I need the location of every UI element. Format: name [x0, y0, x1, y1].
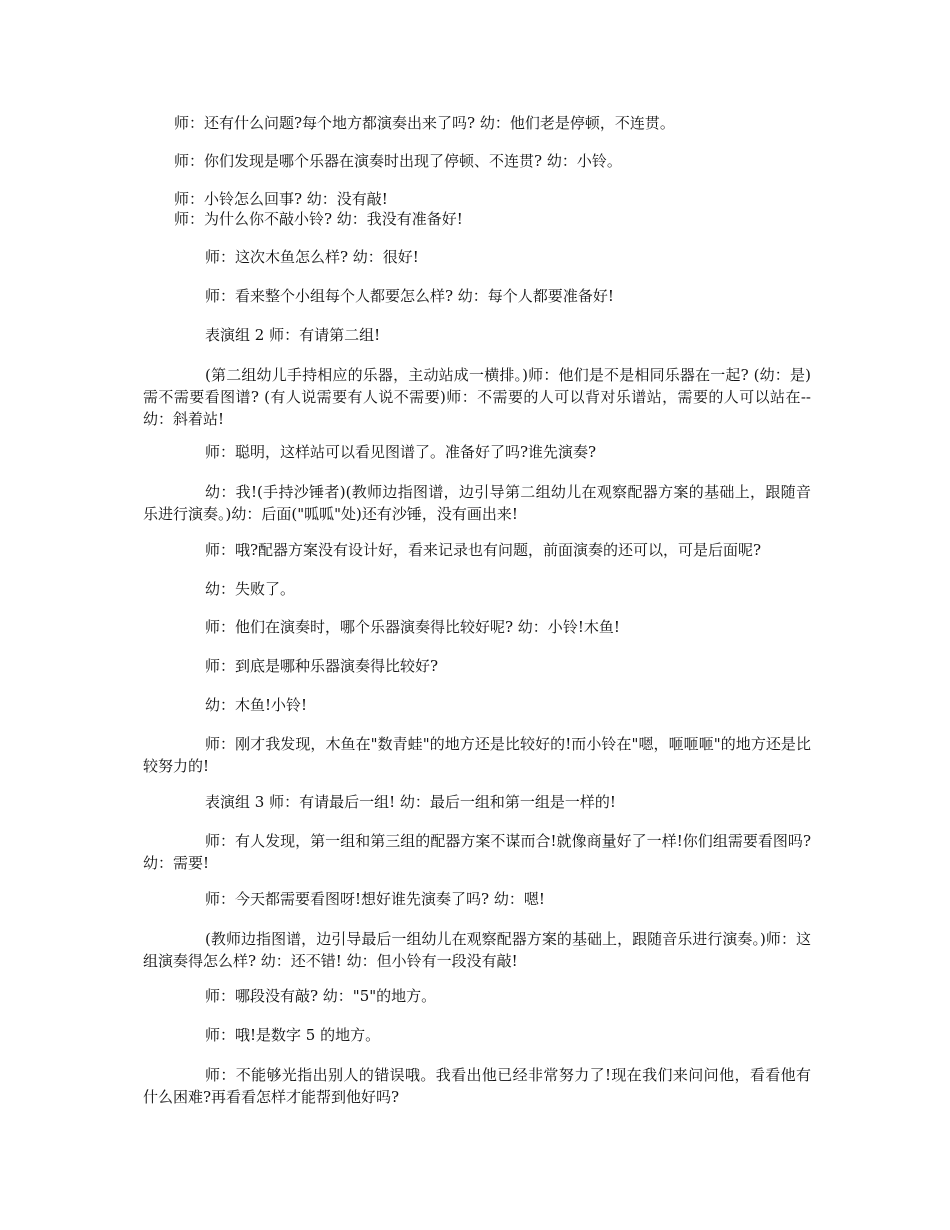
paragraph-11: 师：哦?配器方案没有设计好，看来记录也有问题，前面演奏的还可以，可是后面呢?	[205, 541, 762, 559]
paragraph-3: 师：小铃怎么回事? 幼：没有敲!	[174, 190, 388, 208]
paragraph-9: 师：聪明，这样站可以看见图谱了。准备好了吗?谁先演奏?	[205, 443, 597, 461]
paragraph-21: 师：哪段没有敲? 幼："5"的地方。	[205, 987, 437, 1005]
paragraph-18: 师：有人发现，第一组和第三组的配器方案不谋而合!就像商量好了一样!你们组需要看图吗? 幼：需要!	[143, 832, 811, 872]
paragraph-22: 师：哦!是数字 5 的地方。	[205, 1026, 381, 1044]
paragraph-15: 幼：木鱼!小铃!	[205, 696, 308, 714]
paragraph-13: 师：他们在演奏时，哪个乐器演奏得比较好呢? 幼：小铃!木鱼!	[205, 618, 620, 636]
paragraph-5: 师：这次木鱼怎么样? 幼：很好!	[205, 248, 419, 266]
paragraph-16: 师：刚才我发现，木鱼在"数青蛙"的地方还是比较好的!而小铃在"嗯，咂咂咂"的地方还是比较努力的!	[143, 735, 811, 775]
paragraph-7: 表演组 2 师：有请第二组!	[205, 326, 381, 344]
paragraph-12: 幼：失败了。	[205, 580, 296, 598]
paragraph-1: 师：还有什么问题?每个地方都演奏出来了吗? 幼：他们老是停顿，不连贯。	[174, 114, 675, 132]
paragraph-4: 师：为什么你不敲小铃? 幼：我没有准备好!	[174, 210, 463, 228]
paragraph-8: (第二组幼儿手持相应的乐器，主动站成一横排。)师：他们是不是相同乐器在一起? (幼：是)需不需要看图谱? (有人说需要有人说不需要)师：不需要的人可以背对乐谱站，需要的人可以站在--幼：斜着站!	[143, 366, 811, 428]
paragraph-17: 表演组 3 师：有请最后一组! 幼：最后一组和第一组是一样的!	[205, 793, 616, 811]
paragraph-10: 幼：我!(手持沙锤者)(教师边指图谱，边引导第二组幼儿在观察配器方案的基础上，跟随音乐进行演奏。)幼：后面("呱呱"处)还有沙锤，没有画出来!	[143, 483, 811, 523]
paragraph-19: 师：今天都需要看图呀!想好谁先演奏了吗? 幼：嗯!	[205, 890, 545, 908]
paragraph-23: 师：不能够光指出别人的错误哦。我看出他已经非常努力了!现在我们来问问他，看看他有什么困难?再看看怎样才能帮到他好吗?	[143, 1066, 811, 1106]
paragraph-6: 师：看来整个小组每个人都要怎么样? 幼：每个人都要准备好!	[205, 287, 614, 305]
paragraph-2: 师：你们发现是哪个乐器在演奏时出现了停顿、不连贯? 幼：小铃。	[174, 152, 622, 170]
paragraph-20: (教师边指图谱，边引导最后一组幼儿在观察配器方案的基础上，跟随音乐进行演奏。)师：这组演奏得怎么样? 幼：还不错! 幼：但小铃有一段没有敲!	[143, 930, 811, 970]
paragraph-14: 师：到底是哪种乐器演奏得比较好?	[205, 657, 439, 675]
